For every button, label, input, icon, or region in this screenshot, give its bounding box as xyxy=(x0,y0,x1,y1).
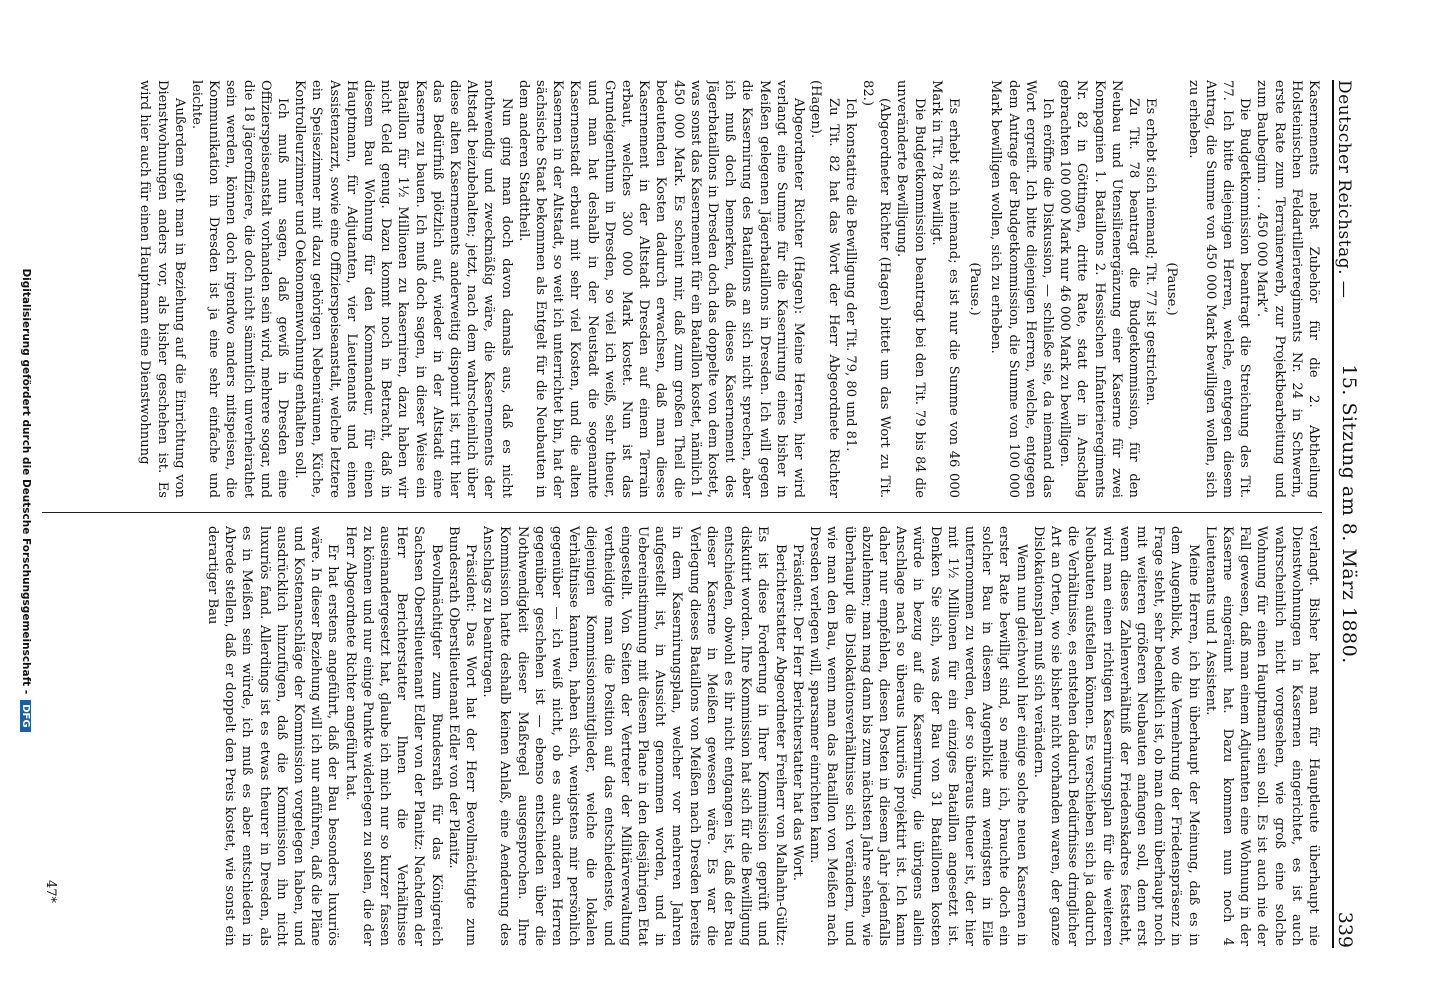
header-page-number: 339 xyxy=(1334,911,1356,948)
header-publication-title: Deutscher Reichstag. — xyxy=(1334,80,1354,299)
paragraph: Außerdem geht man in Beziehung auf die Einrichtung von Dienstwohnungen anders vor, als bisher geschehen ist. Es wird hier auch für einen Hauptmann eine Dienstwohnung xyxy=(137,80,187,498)
stage-direction: (Pause.) xyxy=(1164,262,1180,316)
paragraph: Zu Tit. 82 hat das Wort der Herr Abgeordnete Richter (Hagen). xyxy=(808,80,841,498)
paragraph: Die Budgetkommission beantragt bei den Tit. 79 bis 84 die unveränderte Bewilligung. xyxy=(894,80,927,498)
signature-mark: 47* xyxy=(43,880,58,904)
running-header xyxy=(1332,80,1368,948)
paragraph: Bevollmächtigter zum Bundesrath für das Königreich Sachsen Oberstlieutenant Edler von der Planitz: Nachdem der Herr Berichterstatter Ihnen die Verhältnisse auseinandergesetzt hat, glaube ich mich nur so kurzer fassen zu können und nur einige Punkte widerlegen zu sollen, die der Herr Abgeordnete Richter angeführt hat. xyxy=(342,526,444,946)
paragraph: Meine Herren, ich bin überhaupt der Meinung, daß es in dem Augenblick, wo die Vermehrung der Friedenspräsenz in Frage steht, sehr bedenklich ist, ob man denn überhaupt noch mit weiteren größeren Neubauten anfangen soll, denn erst wenn dieses Zahlenverhältniß der Friedenskadres feststeht, wird man einen richtigen Kasernirungsplan für die weiteren Neubauten aufstellen können. Es verschieben sich ja dadurch die Verhältnisse, es entstehen dadurch Bedürfnisse dringlicher Art an Orten, wo sie bisher nicht vorhanden waren, der ganze Dislokationsplan muß sich verändern. xyxy=(1030,526,1201,946)
paragraph: Wenn nun gleichwohl hier einige solche neuen Kasernen in erster Rate bewilligt sind, so meine ich, brauchte doch ein solcher Bau in diesem Augenblick am wenigsten in Eile unternommen zu werden, der so überaus theuer ist, der hier mit 1½ Millionen für ein einziges Bataillon angesetzt ist. Denken Sie sich, was der Bau von 31 Bataillonen kosten würde in bezug auf die Kasernirung, die übrigens allein Anschlage nach so überaus luxuriös projektirt ist. Ich kann daher nur empfehlen, diesen Posten in diesem Jahr jedenfalls abzulehnen; man mag dann bis zum nächsten Jahre sehen, wie überhaupt die Dislokationsverhältnisse sich verändern, und wie man den Bau, wenn man das Bataillon von Meißen nach Dresden verlegen will, sparsamer einrichten kann. xyxy=(807,526,1029,946)
text-column-right xyxy=(42,526,1322,946)
paragraph: Er hat erstens angeführt, daß der Bau besonders luxuriös wäre. In dieser Beziehung will ich nur anführen, daß die Pläne und Kostenanschläge der Kommission vorgelegen haben, und ausdrücklich hinzufügen, daß die Kommission ihn nicht luxuriös fand. Allerdings ist es etwas theurer in Dresden, als es in Meißen sein würde, ich muß es aber entschieden in Abrede stellen, daß er doppelt den Preis kostet, wie sonst ein derartiger Bau xyxy=(205,526,341,946)
paragraph: (Abgeordneter Richter (Hagen) bittet um das Wort zu Tit. 82.) xyxy=(859,80,893,498)
credit-text: Digitalisierung gefördert durch die Deutsche Forschungsgemeinschaft - xyxy=(20,268,32,695)
paragraph: Präsident: Das Wort hat der Herr Bevollmächtigte zum Bundesrath Oberstlieutenant Edler von der Planitz. xyxy=(445,526,479,946)
column-divider xyxy=(42,512,1322,513)
paragraph: Präsident: Der Herr Berichterstatter hat das Wort. xyxy=(789,544,805,881)
paragraph: Ich muß nun sagen, daß gewiß in Dresden eine Offizierspeiseanstalt vorhanden sein wird, mehrere sogar, und die 18 Jägeroffiziere, die doch nicht sämmtlich unverheirathet sein werden, können doch irgendwo anders mitspeisen, die Kommunikation in Dresden ist ja eine sehr einfache und leichte. xyxy=(189,80,291,498)
text-column-left xyxy=(42,80,1322,498)
paragraph: Kasernements nebst Zubehör für die 2. Abtheilung Holsteinischen Feldartillerieregiments Nr. 24 in Schwerin, erste Rate zum Terrainerwerb, zur Projektbearbeitung und zum Baubeginn . . . 450 000 Mark“. xyxy=(1254,80,1321,498)
paragraph: Es erhebt sich niemand; es ist nur die Summe von 46 000 Mark in Tit. 78 bewilligt. xyxy=(928,80,961,498)
dfg-logo: DFG xyxy=(20,700,31,731)
paragraph: Zu Tit. 78 beantragt die Budgetkommission, für den Neubau und Utensilienergänzung einer Kaserne für zwei Kompagnien 1. Bataillons 2. Hessischen Infanterieregiments Nr. 82 in Göttingen, dritte Rate, statt der in Anschlag gebrachten 100 000 Mark nur 46 000 Mark zu bewilligen. xyxy=(1057,80,1141,498)
digitization-credit xyxy=(16,40,32,960)
paragraph: Die Budgetkommission beantragt die Streichung des Tit. 77. Ich bitte diejenigen Herren, welche, entgegen diesem Antrag, die Summe von 450 000 Mark bewilligen wollen, sich zu erheben. xyxy=(1185,80,1253,498)
paragraph: Berichterstatter Abgeordneter Freiherr von Malhahn-Gültz: Es ist diese Forderung in Ihrer Kommission geprüft und diskutirt worden. Ihre Kommission hat sich für die Bewilligung entschieden, obwohl es ihr nicht entgangen ist, daß der Bau dieser Kaserne in Meißen gewesen wäre. Es war die Verlegung dieses Bataillons von Meißen nach Dresden bereits in dem Kasernirungsplan, welcher vor mehreren Jahren aufgestellt ist, in Aussicht genommen worden, und in Uebereinstimmung mit diesem Plane in den diesjährigen Etat eingestellt. Von Seiten der Vertreter der Militärverwaltung vertheidigte man die Position auf das entschiedenste, und diejenigen Kommissionsmitglieder, welche die lokalen Verhältnisse kannten, haben sich, wenigstens mir persönlich gegenüber — ich weiß nicht, ob es auch anderen Herren gegenüber geschehen ist — ebenso entschieden über die Nothwendigkeit dieser Maßregel ausgesprochen. Ihre Kommission hatte deshalb keinen Anlaß, eine Aenderung des Anschlags zu beantragen. xyxy=(480,526,788,946)
header-session-date: 15. Sitzung am 8. März 1880. xyxy=(1338,364,1360,664)
paragraph: verlangt. Bisher hat man für Hauptleute überhaupt nie Dienstwohnungen in Kasernen eingerichtet, es ist auch wahrscheinlich nicht vorgesehen, wie groß eine solche Wohnung für einen Hauptmann sein soll. Es ist auch nie der Fall gewesen, daß man einem Adjutanten eine Wohnung in der Kaserne eingeräumt hat. Dazu kommen nun noch 4 Lieutenants und 1 Assistent. xyxy=(1202,526,1321,946)
paragraph: Ich konstatire die Bewilligung der Tit. 79, 80 und 81. xyxy=(842,98,858,452)
stage-direction: (Pause.) xyxy=(967,262,983,316)
paragraph: Ich eröffne die Diskussion, — schließe sie, da niemand das Wort ergreift. Ich bitte diejenigen Herren, welche, entgegen dem Antrage der Budgetkommission, die Summe von 100 000 Mark bewilligen wollen, sich zu erheben. xyxy=(988,80,1055,498)
paragraph: Nun ging man doch davon damals aus, daß es nicht nothwendig und zweckmäßig wäre, die Kasernements der Altstadt beizubehalten; jetzt, nach dem wahrscheinlich über diese alten Kasernements anderweitig disponirt ist, tritt hier das Bedürfniß plötzlich auf, wieder in der Altstadt eine Kaserne zu bauen. Ich muß doch sagen, in dieser Weise ein Bataillon für 1½ Millionen zu kaserniren, dazu haben wir nicht Geld genug. Dazu kommt noch in Betracht, daß in diesem Bau Wohnung für den Kommandeur, für einen Hauptmann, für Adjutanten, vier Lieutenants und einen Assistenzarzt, sowie eine Offizierspeiseanstalt, welche letztere ein Speisezimmer mit dazu gehörigen Nebenräumen, Küche, Kontrolleurzimmer und Oekonomenwohnung enthalten soll. xyxy=(292,80,514,498)
paragraph: Abgeordneter Richter (Hagen): Meine Herren, hier wird verlangt eine Summe für die Kasernirung eines bisher in Meißen gelegenen Jägerbataillons in Dresden. Ich will gegen die Kasernirung des Bataillons an sich nicht sprechen, aber ich muß doch bemerken, daß dieses Kasernement des Jägerbataillons in Dresden doch das doppelte von dem kostet, was sonst das Kasernement für ein Bataillon kostet, nämlich 1 450 000 Mark. Es scheint mir, daß zum großen Theil die bedeutenden Kosten dadurch erwachsen, daß man dieses Kasernement in der Altstadt Dresden auf einem Terrain erbaut, welches 300 000 Mark kostet. Nun ist das Grundeigenthum in Dresden, so viel ich weiß, sehr theuer, und man hat deshalb in der Neustadt die sogenannte Kasernenstadt erbaut mit sehr viel Kosten, und die alten Kasernen in der Altstadt, so weit ich unterrichtet bin, hat der sächsische Staat bekommen als Entgelt für die Neubauten in dem anderen Stadttheil. xyxy=(515,80,807,498)
paragraph: Es erhebt sich niemand; Tit. 77 ist gestrichen. xyxy=(1143,98,1159,406)
